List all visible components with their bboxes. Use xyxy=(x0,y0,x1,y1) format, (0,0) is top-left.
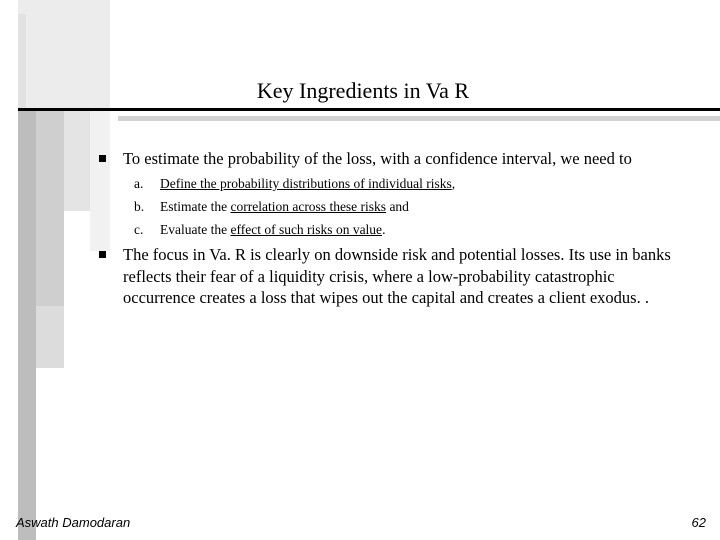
bullet-text-1: To estimate the probability of the loss, with a confidence interval, we need to xyxy=(123,149,632,168)
decor-bar-long xyxy=(18,111,36,540)
sub-item-post: , xyxy=(451,176,456,191)
sub-item-number: a. xyxy=(134,176,144,191)
bullet-marker-2 xyxy=(99,251,106,258)
sub-item-pre: Evaluate the xyxy=(160,222,231,237)
bullet-marker-1 xyxy=(99,155,106,162)
sub-item-pre: Estimate the xyxy=(160,199,231,214)
decor-bar-thin xyxy=(90,111,110,251)
sub-item-post: . xyxy=(382,222,386,237)
slide-title: Key Ingredients in Va R xyxy=(256,78,470,103)
sub-item-b xyxy=(134,199,409,215)
title-rule xyxy=(18,108,720,111)
sub-item-number: c. xyxy=(134,222,144,237)
bullet-text-2: The focus in Va. R is clearly on downside risk and potential losses. Its use in banks reflects their fear of a liquidity crisis, where a low-probability catastrophic occurrence creates a loss that wipes out the capital and creates a client exodus. . xyxy=(123,245,671,307)
decor-bar-lower xyxy=(34,306,64,368)
sub-item-c xyxy=(134,222,385,238)
sub-item-a xyxy=(134,176,455,192)
sub-item-post: and xyxy=(386,199,409,214)
footer-author: Aswath Damodaran xyxy=(16,515,131,530)
title-shadow-rule xyxy=(118,116,720,121)
sub-item-link[interactable]: effect of such risks on value xyxy=(230,222,383,237)
sub-item-link[interactable]: Define the probability distributions of individual risks xyxy=(160,176,452,191)
page-number: 62 xyxy=(691,515,706,530)
sub-item-link[interactable]: correlation across these risks xyxy=(230,199,387,214)
sub-item-number: b. xyxy=(134,199,145,214)
decor-bar-med xyxy=(34,111,64,306)
